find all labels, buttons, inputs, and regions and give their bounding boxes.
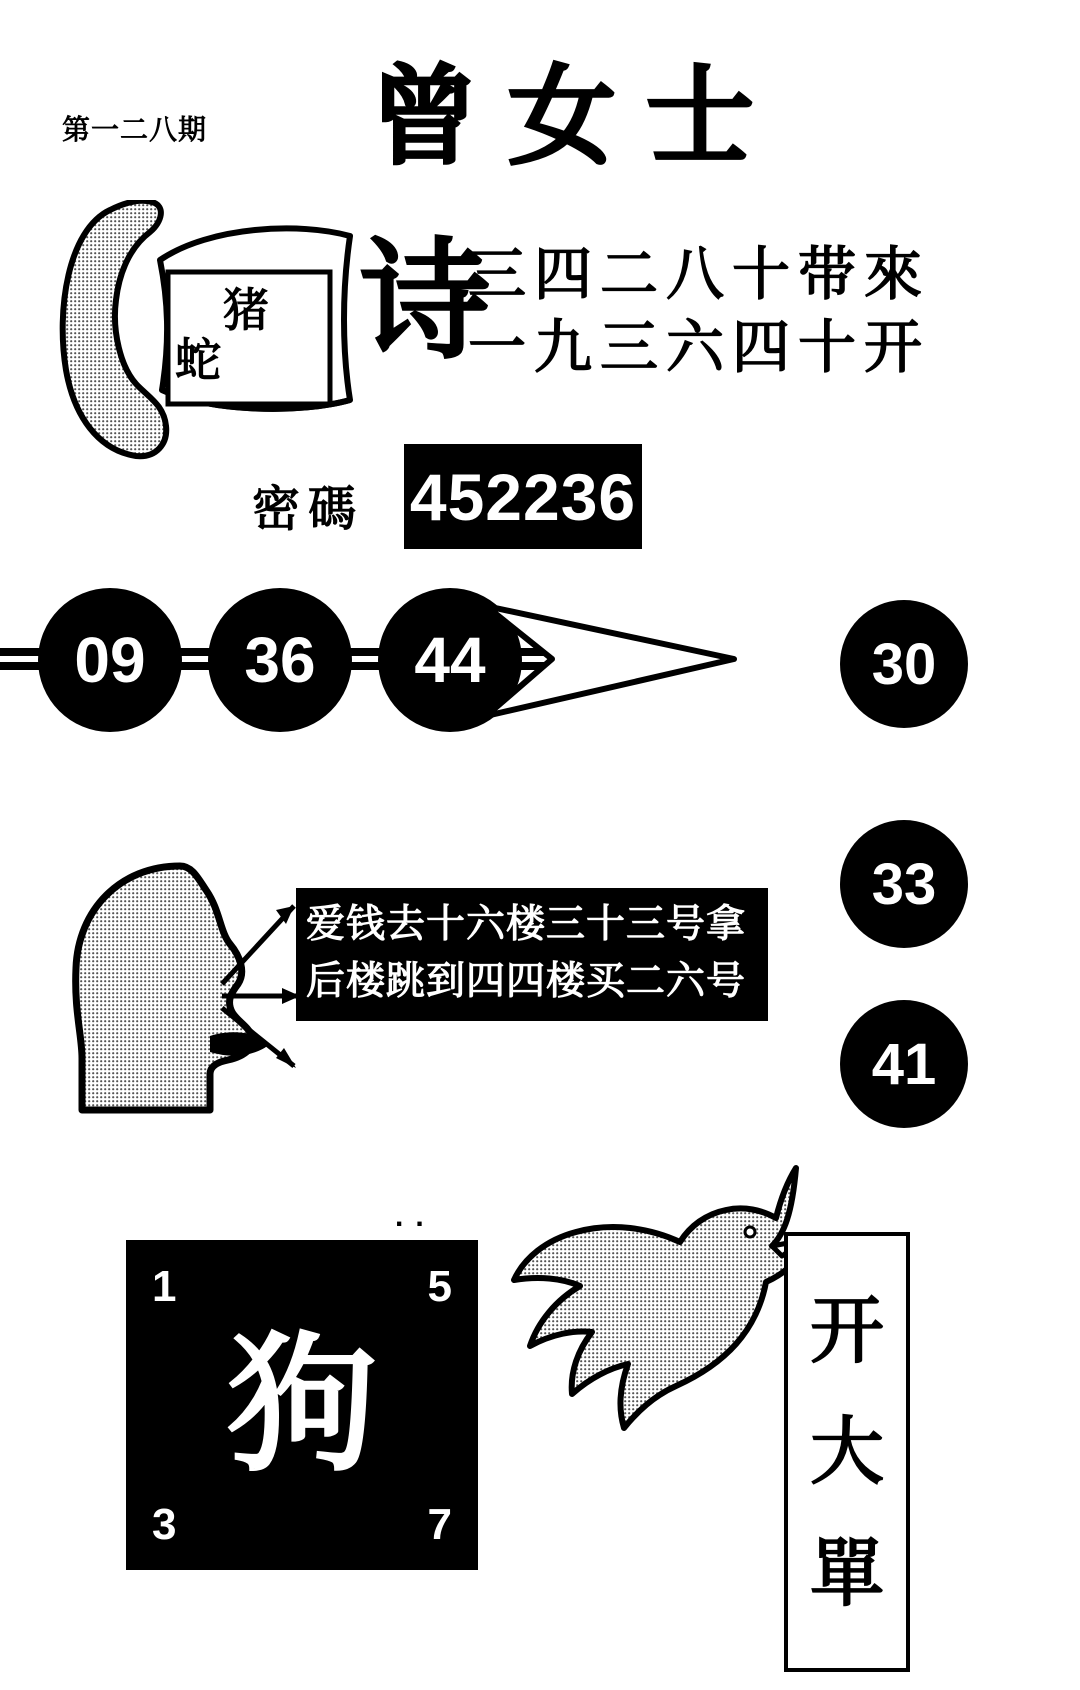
message-block (296, 888, 768, 1021)
number-ball-3: 44 (378, 588, 522, 732)
banner-char-3: 單 (810, 1530, 884, 1617)
animal-card-corner-top-right: 5 (427, 1262, 452, 1311)
password-value: 452236 (404, 444, 642, 549)
number-ball-2: 36 (208, 588, 352, 732)
side-number-2: 33 (840, 820, 968, 948)
banner-char-1: 开 (810, 1287, 884, 1374)
animal-card-char: 狗 (226, 1317, 377, 1493)
zodiac-char-bottom: 蛇 (175, 333, 221, 387)
animal-card-corner-top-left: 1 (152, 1262, 177, 1311)
poem-line-1: 三四二八十带來 (468, 240, 931, 308)
page-title: 曾女士 (370, 54, 785, 180)
side-number-1: 30 (840, 600, 968, 728)
vertical-banner (784, 1232, 910, 1672)
number-ball-1: 09 (38, 588, 182, 732)
decorative-dots: .. (395, 1200, 436, 1233)
message-line-2: 后楼跳到四四楼买二六号 (306, 957, 747, 1004)
animal-card-corner-bottom-left: 3 (152, 1500, 177, 1549)
message-line-1: 爱钱去十六楼三十三号拿 (306, 901, 747, 947)
poem-lines (468, 238, 1028, 383)
side-number-3: 41 (840, 1000, 968, 1128)
banner-char-2: 大 (810, 1409, 884, 1495)
issue-label: 第一二八期 (62, 113, 208, 146)
animal-card-corner-bottom-right: 7 (427, 1500, 452, 1549)
poem-line-2: 一九三六四十开 (468, 312, 931, 381)
zodiac-char-top: 猪 (223, 283, 269, 337)
zodiac-box (163, 268, 333, 408)
password-label: 密碼 (252, 481, 365, 537)
arrow-icon (466, 596, 746, 726)
animal-card (126, 1240, 478, 1570)
poem-big-char: 诗 (360, 224, 491, 377)
